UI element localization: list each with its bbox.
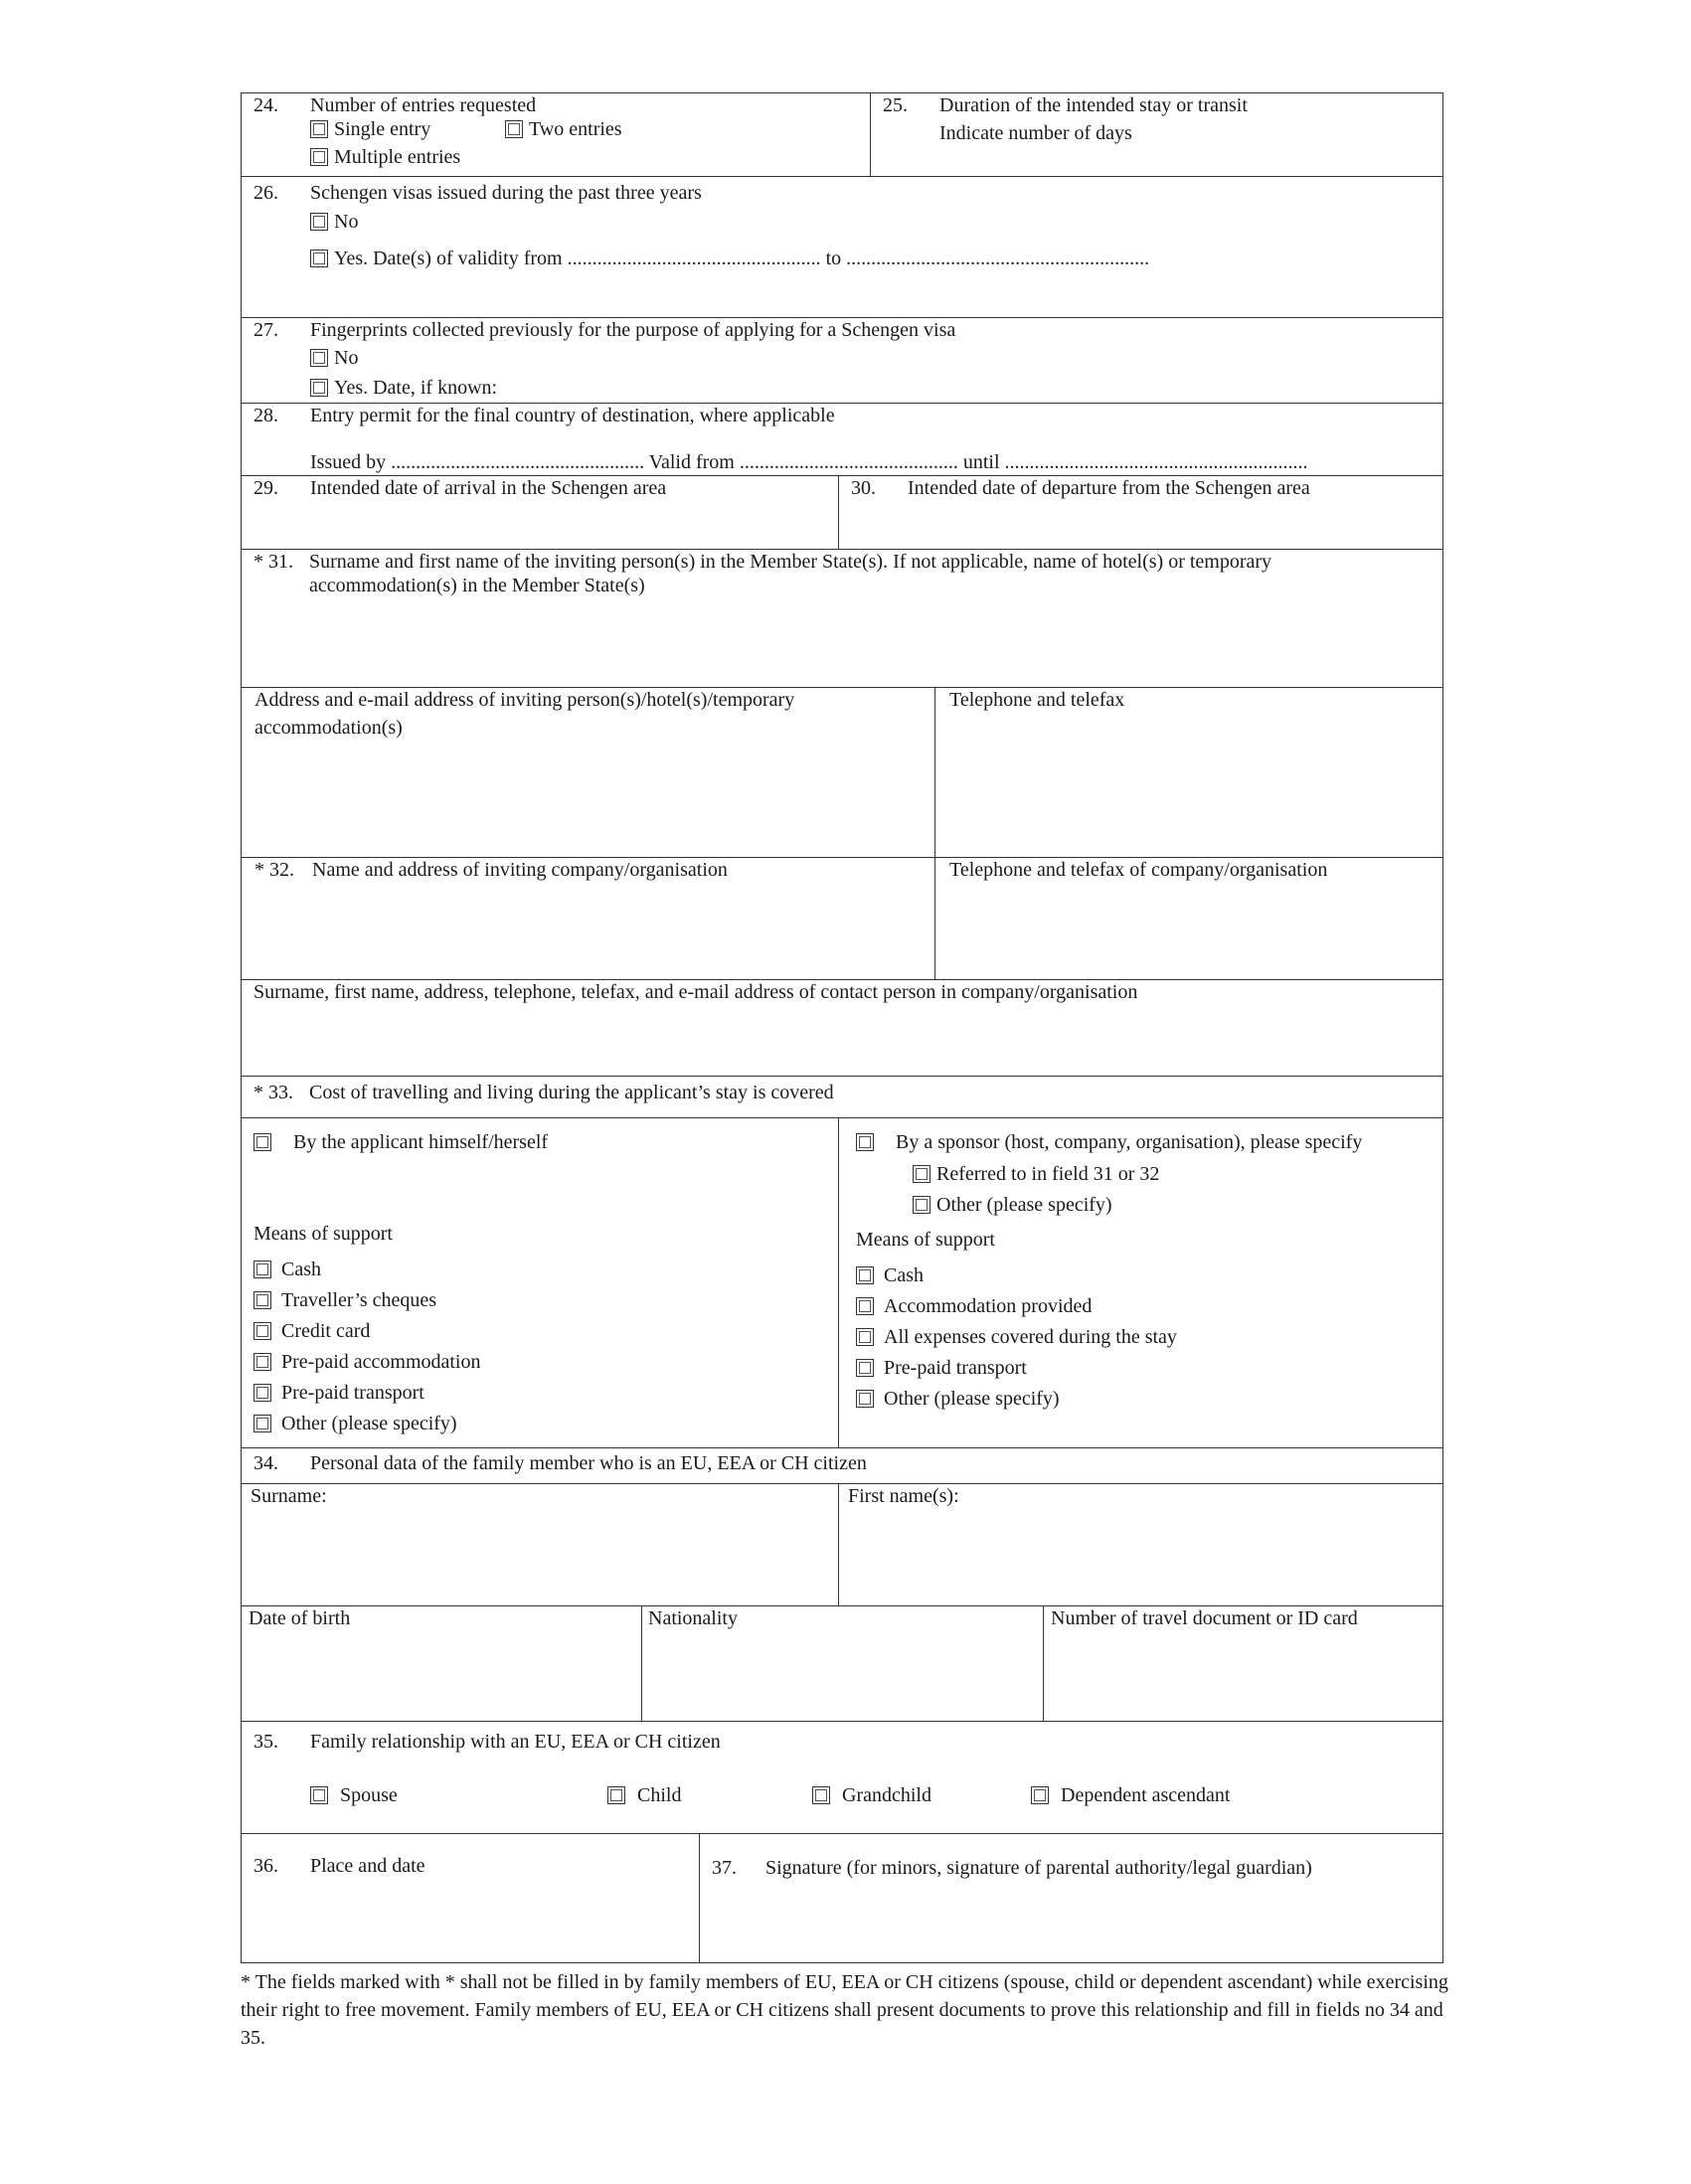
visa-yes-option[interactable]	[310, 247, 1149, 270]
fingerprints-no-checkbox[interactable]	[310, 349, 328, 367]
field-36-number: 36.	[254, 1855, 278, 1877]
applicant-means-option[interactable]	[254, 1350, 481, 1374]
fingerprints-no-label: No	[334, 347, 359, 369]
field-25[interactable]	[870, 93, 1442, 176]
single-entry-label: Single entry	[334, 118, 431, 140]
row-34-header	[241, 1448, 1443, 1484]
applicant-means-option[interactable]	[254, 1258, 321, 1281]
sponsor-means-option[interactable]	[856, 1294, 1092, 1318]
spouse-checkbox[interactable]	[310, 1786, 328, 1804]
applicant-credit-card-label: Credit card	[281, 1320, 371, 1342]
field-31-label-line2: accommodation(s) in the Member State(s)	[309, 575, 645, 596]
field-27-number: 27.	[254, 319, 278, 341]
sponsor-means-option[interactable]	[856, 1356, 1027, 1380]
field-37-number: 37.	[712, 1857, 737, 1879]
applicant-travellers-cheques-label: Traveller’s cheques	[281, 1289, 437, 1311]
field-36-label: Place and date	[310, 1855, 425, 1877]
field-37-label: Signature (for minors, signature of parental authority/legal guardian)	[765, 1857, 1312, 1879]
sponsor-prepaid-transport-label: Pre-paid transport	[884, 1357, 1027, 1379]
row-34-names	[241, 1484, 1443, 1606]
applicant-cash-label: Cash	[281, 1259, 321, 1280]
field-25-sublabel: Indicate number of days	[939, 122, 1132, 144]
field-26-label: Schengen visas issued during the past three years	[310, 182, 702, 204]
family-nationality-field[interactable]	[641, 1606, 1043, 1721]
sponsor-cash-label: Cash	[884, 1264, 924, 1286]
sponsor-option[interactable]	[856, 1130, 1362, 1154]
two-entries-option[interactable]	[505, 117, 622, 141]
applicant-prepaid-accommodation-checkbox[interactable]	[254, 1353, 271, 1371]
fingerprints-yes-label: Yes. Date, if known:	[334, 377, 498, 399]
row-32	[241, 858, 1443, 980]
child-checkbox[interactable]	[607, 1786, 625, 1804]
field-28-number: 28.	[254, 405, 278, 426]
inviting-address-field[interactable]	[242, 688, 934, 857]
sponsor-means-option[interactable]	[856, 1263, 924, 1287]
applicant-himself-label: By the applicant himself/herself	[293, 1131, 549, 1153]
relationship-child-option[interactable]	[607, 1783, 681, 1807]
applicant-other-label: Other (please specify)	[281, 1413, 457, 1434]
sponsor-other-checkbox[interactable]	[913, 1196, 930, 1214]
sponsor-means-option[interactable]	[856, 1387, 1060, 1411]
two-entries-label: Two entries	[529, 118, 622, 140]
row-29-30	[241, 476, 1443, 550]
field-29-label: Intended date of arrival in the Schengen area	[310, 477, 667, 499]
field-24-label: Number of entries requested	[310, 94, 537, 116]
sponsor-all-expenses-label: All expenses covered during the stay	[884, 1326, 1177, 1348]
visa-no-checkbox[interactable]	[310, 213, 328, 231]
field-32[interactable]	[242, 858, 934, 979]
field-31-label-line1: Surname and first name of the inviting person(s) in the Member State(s). If not applicable, name of hotel(s) or temporary	[309, 551, 1272, 573]
multiple-entries-option[interactable]	[310, 145, 460, 169]
row-34-details	[241, 1606, 1443, 1722]
family-first-name-label: First name(s):	[848, 1485, 959, 1507]
company-phone-label: Telephone and telefax of company/organisation	[949, 859, 1328, 881]
applicant-credit-card-checkbox[interactable]	[254, 1322, 271, 1340]
field-35-number: 35.	[254, 1731, 278, 1753]
sponsor-other-label: Other (please specify)	[936, 1194, 1112, 1216]
field-30-number: 30.	[851, 477, 876, 499]
single-entry-checkbox[interactable]	[310, 120, 328, 138]
row-36-37	[241, 1834, 1443, 1963]
field-37[interactable]	[699, 1834, 1442, 1962]
field-28-label: Entry permit for the final country of destination, where applicable	[310, 405, 835, 426]
applicant-means-option[interactable]	[254, 1381, 424, 1405]
dependent-ascendant-label: Dependent ascendant	[1061, 1784, 1231, 1806]
sponsor-referred-option[interactable]	[913, 1162, 1159, 1186]
spouse-label: Spouse	[340, 1784, 398, 1806]
grandchild-checkbox[interactable]	[812, 1786, 830, 1804]
row-address	[241, 688, 1443, 858]
applicant-means-option[interactable]	[254, 1412, 457, 1435]
family-surname-label: Surname:	[251, 1485, 327, 1507]
visa-no-option[interactable]	[310, 210, 358, 234]
field-30[interactable]	[838, 476, 1442, 549]
sponsor-accommodation-label: Accommodation provided	[884, 1295, 1093, 1317]
company-phone-field[interactable]	[934, 858, 1442, 979]
sponsor-means-heading: Means of support	[856, 1229, 995, 1251]
applicant-prepaid-transport-checkbox[interactable]	[254, 1384, 271, 1402]
fingerprints-yes-checkbox[interactable]	[310, 379, 328, 397]
field-30-label: Intended date of departure from the Schengen area	[908, 477, 1310, 499]
fingerprints-no-option[interactable]	[310, 346, 358, 370]
applicant-himself-option[interactable]	[254, 1130, 548, 1154]
row-31[interactable]	[241, 550, 1443, 688]
row-26	[241, 177, 1443, 318]
sponsor-cash-checkbox[interactable]	[856, 1266, 874, 1284]
family-dob-field[interactable]	[242, 1606, 641, 1721]
field-24	[242, 93, 870, 176]
field-33-number: * 33.	[254, 1082, 293, 1103]
single-entry-option[interactable]	[310, 117, 430, 141]
family-first-name-field[interactable]	[838, 1484, 1442, 1605]
sponsor-accommodation-checkbox[interactable]	[856, 1297, 874, 1315]
family-surname-field[interactable]	[242, 1484, 838, 1605]
row-35	[241, 1722, 1443, 1834]
sponsor-all-expenses-checkbox[interactable]	[856, 1328, 874, 1346]
family-document-label: Number of travel document or ID card	[1051, 1607, 1358, 1629]
sponsor-prepaid-transport-checkbox[interactable]	[856, 1359, 874, 1377]
field-29[interactable]	[242, 476, 838, 549]
applicant-travellers-cheques-checkbox[interactable]	[254, 1291, 271, 1309]
sponsor-label: By a sponsor (host, company, organisation), please specify	[896, 1131, 1363, 1153]
applicant-prepaid-accommodation-label: Pre-paid accommodation	[281, 1351, 481, 1373]
sponsor-other-option[interactable]	[913, 1193, 1112, 1217]
visa-yes-checkbox[interactable]	[310, 250, 328, 267]
family-dob-label: Date of birth	[249, 1607, 351, 1629]
grandchild-label: Grandchild	[842, 1784, 931, 1806]
field-24-number: 24.	[254, 94, 278, 116]
sponsor-means-option[interactable]	[856, 1325, 1177, 1349]
inviting-address-label-line2: accommodation(s)	[254, 717, 403, 739]
row-contact-person[interactable]	[241, 980, 1443, 1077]
relationship-spouse-option[interactable]	[310, 1783, 398, 1807]
footnote: * The fields marked with * shall not be filled in by family members of EU, EEA or CH citizens (spouse, child or dependent ascendant) while exercising their right to free movement. Family members of EU, EEA or CH citizens shall present documents to prove this relationship and fill in fields no 34 and 35.	[241, 1971, 1448, 2049]
entry-permit-line: Issued by ................................................... Valid from ............................................ until .............................................................	[310, 451, 1308, 473]
child-label: Child	[637, 1784, 682, 1806]
row-33-header	[241, 1077, 1443, 1118]
field-27-label: Fingerprints collected previously for the purpose of applying for a Schengen visa	[310, 319, 956, 341]
row-28[interactable]	[241, 404, 1443, 476]
field-36[interactable]	[242, 1834, 699, 1962]
visa-form-page	[241, 92, 1443, 1963]
sponsor-means-other-label: Other (please specify)	[884, 1388, 1060, 1410]
applicant-cash-checkbox[interactable]	[254, 1260, 271, 1278]
applicant-himself-checkbox[interactable]	[254, 1133, 271, 1151]
sponsor-funding-column	[838, 1118, 1442, 1447]
contact-person-label: Surname, first name, address, telephone, telefax, and e-mail address of contact person in company/organisation	[254, 981, 1138, 1003]
applicant-prepaid-transport-label: Pre-paid transport	[281, 1382, 424, 1404]
visa-yes-label: Yes. Date(s) of validity from ................................................... to .............................................................	[334, 248, 1150, 269]
family-document-field[interactable]	[1043, 1606, 1442, 1721]
sponsor-referred-checkbox[interactable]	[913, 1165, 930, 1183]
multiple-entries-checkbox[interactable]	[310, 148, 328, 166]
field-33-label: Cost of travelling and living during the applicant’s stay is covered	[309, 1082, 834, 1103]
family-nationality-label: Nationality	[648, 1607, 738, 1629]
inviting-phone-label: Telephone and telefax	[949, 689, 1125, 711]
field-31-number: * 31.	[254, 551, 293, 573]
applicant-funding-column	[242, 1118, 838, 1447]
field-32-number: * 32.	[254, 859, 294, 881]
sponsor-referred-label: Referred to in field 31 or 32	[936, 1163, 1160, 1185]
row-27	[241, 318, 1443, 404]
inviting-phone-field[interactable]	[934, 688, 1442, 857]
visa-no-label: No	[334, 211, 359, 233]
row-24-25	[241, 92, 1443, 177]
row-33-options	[241, 1118, 1443, 1448]
field-34-number: 34.	[254, 1452, 278, 1474]
dependent-ascendant-checkbox[interactable]	[1031, 1786, 1049, 1804]
applicant-means-option[interactable]	[254, 1319, 370, 1343]
applicant-other-checkbox[interactable]	[254, 1415, 271, 1432]
applicant-means-option[interactable]	[254, 1288, 436, 1312]
field-25-number: 25.	[883, 94, 908, 116]
relationship-ascendant-option[interactable]	[1031, 1783, 1230, 1807]
field-26-number: 26.	[254, 182, 278, 204]
field-35-label: Family relationship with an EU, EEA or CH citizen	[310, 1731, 721, 1753]
sponsor-means-other-checkbox[interactable]	[856, 1390, 874, 1408]
sponsor-checkbox[interactable]	[856, 1133, 874, 1151]
applicant-means-heading: Means of support	[254, 1223, 393, 1245]
multiple-entries-label: Multiple entries	[334, 146, 461, 168]
two-entries-checkbox[interactable]	[505, 120, 523, 138]
fingerprints-yes-option[interactable]	[310, 376, 497, 400]
inviting-address-label-line1: Address and e-mail address of inviting person(s)/hotel(s)/temporary	[254, 689, 795, 711]
field-29-number: 29.	[254, 477, 278, 499]
relationship-grandchild-option[interactable]	[812, 1783, 931, 1807]
field-34-label: Personal data of the family member who is an EU, EEA or CH citizen	[310, 1452, 867, 1474]
field-25-label: Duration of the intended stay or transit	[939, 94, 1248, 116]
field-32-label: Name and address of inviting company/organisation	[312, 859, 728, 881]
